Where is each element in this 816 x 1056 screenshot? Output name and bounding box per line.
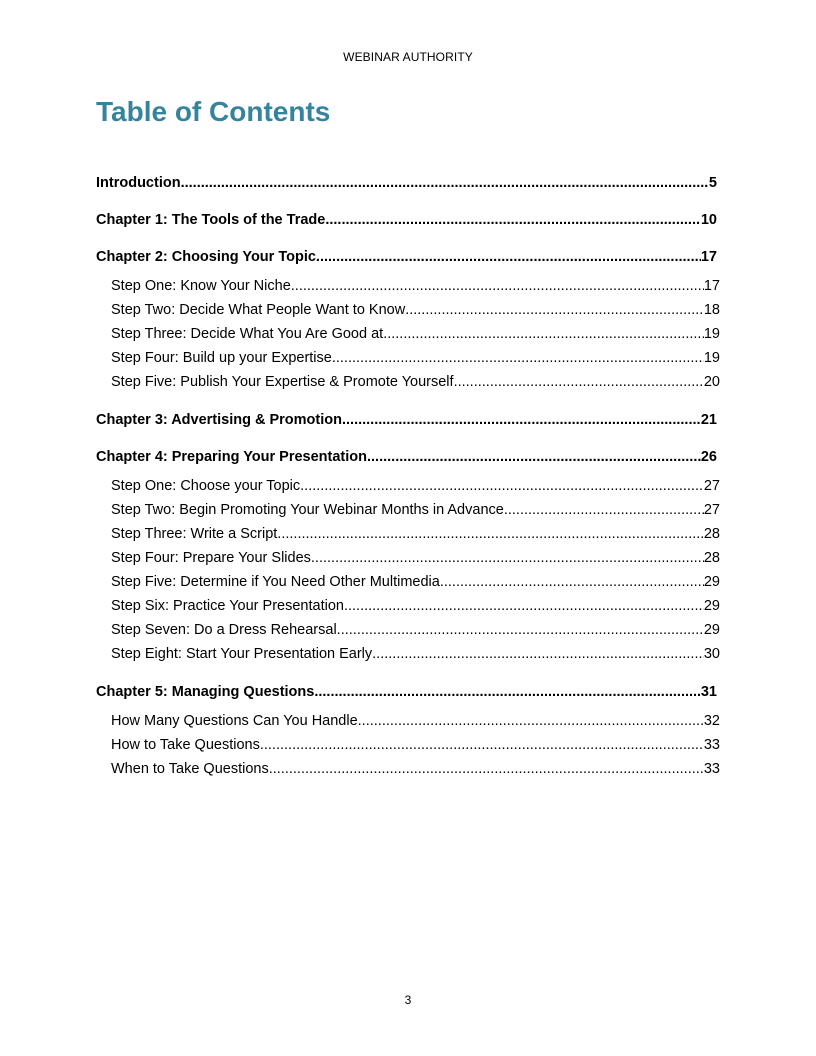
toc-section-entry[interactable] bbox=[96, 322, 720, 346]
toc-entry-label: Step Three: Write a Script bbox=[111, 526, 278, 542]
toc-entry-page-number: 29 bbox=[703, 598, 720, 614]
toc-chapter-entry[interactable] bbox=[96, 172, 720, 194]
toc-entry-page-number: 27 bbox=[703, 478, 720, 494]
toc-section-entry[interactable] bbox=[96, 546, 720, 570]
toc-entry-label: Step Two: Decide What People Want to Know bbox=[111, 302, 406, 318]
dot-leader bbox=[325, 209, 701, 231]
toc-section-entry[interactable] bbox=[96, 570, 720, 594]
toc-entry-page-number: 33 bbox=[703, 737, 720, 753]
toc-section-entry[interactable] bbox=[96, 370, 720, 394]
toc-entry-page-number: 19 bbox=[703, 326, 720, 342]
toc-entry-label: Step Eight: Start Your Presentation Early bbox=[111, 646, 373, 662]
dot-leader bbox=[372, 642, 704, 666]
running-header: WEBINAR AUTHORITY bbox=[343, 50, 473, 64]
toc-section-entry[interactable] bbox=[96, 298, 720, 322]
toc-entry-page-number: 18 bbox=[703, 302, 720, 318]
dot-leader bbox=[181, 172, 709, 194]
toc-entry-page-number: 17 bbox=[700, 249, 717, 265]
toc-entry-page-number: 28 bbox=[703, 550, 720, 566]
toc-entry-page-number: 32 bbox=[703, 713, 720, 729]
toc-entry-label: Step Four: Prepare Your Slides bbox=[111, 550, 311, 566]
dot-leader bbox=[358, 709, 704, 733]
toc-entry-page-number: 30 bbox=[703, 646, 720, 662]
toc-entry-page-number: 31 bbox=[700, 684, 717, 700]
toc-section-entry[interactable] bbox=[96, 618, 720, 642]
toc-chapter-entry[interactable] bbox=[96, 209, 720, 231]
toc-entry-page-number: 10 bbox=[700, 212, 717, 228]
dot-leader bbox=[440, 570, 704, 594]
toc-entry-label: Chapter 5: Managing Questions bbox=[96, 684, 315, 700]
dot-leader bbox=[504, 498, 704, 522]
toc-entry-label: Step Four: Build up your Expertise bbox=[111, 350, 332, 366]
dot-leader bbox=[405, 298, 704, 322]
toc-entry-label: Introduction bbox=[96, 175, 181, 191]
toc-entry-label: Chapter 1: The Tools of the Trade bbox=[96, 212, 326, 228]
toc-entry-page-number: 28 bbox=[703, 526, 720, 542]
toc-entry-label: Chapter 3: Advertising & Promotion bbox=[96, 412, 342, 428]
page-number: 3 bbox=[404, 993, 412, 1007]
dot-leader bbox=[269, 757, 704, 781]
dot-leader bbox=[260, 733, 704, 757]
dot-leader bbox=[277, 522, 704, 546]
toc-section-entry[interactable] bbox=[96, 642, 720, 666]
toc-section-entry[interactable] bbox=[96, 733, 720, 757]
toc-entry-page-number: 20 bbox=[703, 374, 720, 390]
toc-entry-page-number: 33 bbox=[703, 761, 720, 777]
page-title: Table of Contents bbox=[96, 96, 331, 127]
toc-entry-label: When to Take Questions bbox=[111, 761, 269, 777]
toc-section-entry[interactable] bbox=[96, 522, 720, 546]
dot-leader bbox=[383, 322, 704, 346]
toc-chapter-entry[interactable] bbox=[96, 246, 720, 268]
dot-leader bbox=[291, 274, 704, 298]
dot-leader bbox=[311, 546, 704, 570]
dot-leader bbox=[367, 446, 701, 468]
dot-leader bbox=[316, 246, 701, 268]
toc-chapter-entry[interactable] bbox=[96, 681, 720, 703]
toc-entry-label: Step Three: Decide What You Are Good at bbox=[111, 326, 384, 342]
toc-entry-label: Step Seven: Do a Dress Rehearsal bbox=[111, 622, 337, 638]
toc-entry-label: Step Six: Practice Your Presentation bbox=[111, 598, 344, 614]
toc-entry-label: How Many Questions Can You Handle bbox=[111, 713, 358, 729]
toc-entry-label: Step One: Choose your Topic bbox=[111, 478, 301, 494]
toc-chapter-entry[interactable] bbox=[96, 409, 720, 431]
dot-leader bbox=[332, 346, 704, 370]
toc-section-entry[interactable] bbox=[96, 346, 720, 370]
toc-entry-page-number: 17 bbox=[703, 278, 720, 294]
table-of-contents bbox=[96, 172, 720, 781]
toc-chapter-entry[interactable] bbox=[96, 446, 720, 468]
toc-entry-label: How to Take Questions bbox=[111, 737, 260, 753]
toc-section-entry[interactable] bbox=[96, 498, 720, 522]
dot-leader bbox=[342, 409, 701, 431]
toc-entry-page-number: 29 bbox=[703, 622, 720, 638]
toc-entry-page-number: 19 bbox=[703, 350, 720, 366]
dot-leader bbox=[314, 681, 701, 703]
toc-entry-label: Chapter 4: Preparing Your Presentation bbox=[96, 449, 367, 465]
toc-section-entry[interactable] bbox=[96, 274, 720, 298]
toc-entry-label: Step Two: Begin Promoting Your Webinar Months in Advance bbox=[111, 502, 504, 518]
toc-entry-page-number: 26 bbox=[700, 449, 717, 465]
dot-leader bbox=[454, 370, 704, 394]
dot-leader bbox=[337, 618, 704, 642]
toc-section-entry[interactable] bbox=[96, 474, 720, 498]
toc-entry-label: Chapter 2: Choosing Your Topic bbox=[96, 249, 316, 265]
dot-leader bbox=[344, 594, 704, 618]
toc-section-entry[interactable] bbox=[96, 757, 720, 781]
toc-entry-label: Step Five: Determine if You Need Other Multimedia bbox=[111, 574, 440, 590]
dot-leader bbox=[300, 474, 704, 498]
toc-entry-label: Step One: Know Your Niche bbox=[111, 278, 291, 294]
toc-section-entry[interactable] bbox=[96, 709, 720, 733]
toc-entry-page-number: 21 bbox=[700, 412, 717, 428]
toc-entry-page-number: 27 bbox=[703, 502, 720, 518]
toc-section-entry[interactable] bbox=[96, 594, 720, 618]
toc-entry-label: Step Five: Publish Your Expertise & Promote Yourself bbox=[111, 374, 454, 390]
toc-entry-page-number: 5 bbox=[708, 175, 717, 191]
toc-entry-page-number: 29 bbox=[703, 574, 720, 590]
